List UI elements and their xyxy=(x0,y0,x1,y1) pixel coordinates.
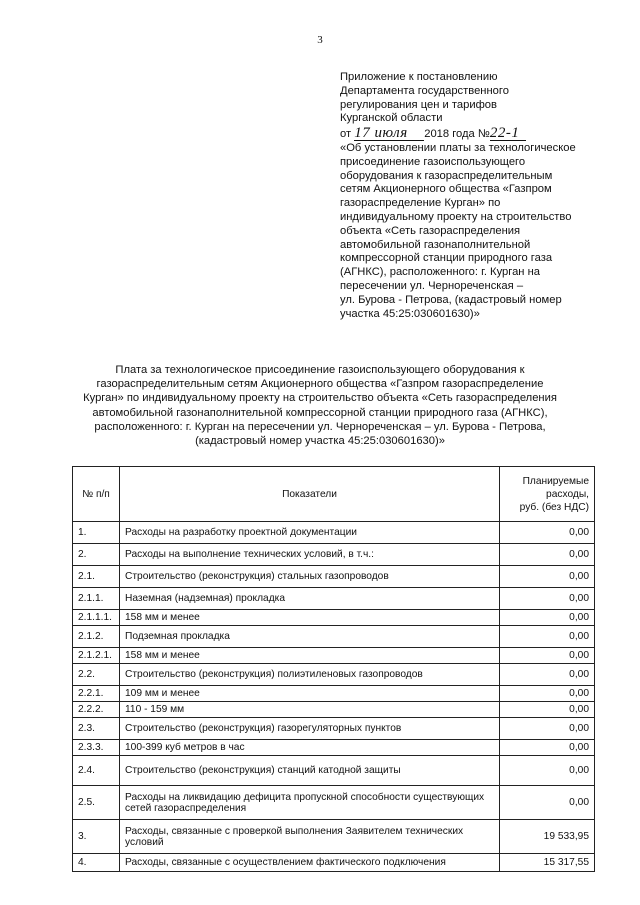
row-value: 0,00 xyxy=(500,588,595,610)
title-line: газораспределительным сетям Акционерного общества «Газпром газораспределение xyxy=(96,378,544,391)
annex-date-line xyxy=(340,126,602,142)
row-number: 4. xyxy=(73,854,120,872)
row-number: 2.5. xyxy=(73,786,120,820)
header-indicator: Показатели xyxy=(120,467,500,522)
row-value: 0,00 xyxy=(500,566,595,588)
annex-subject-line: газораспределение Курган» по xyxy=(340,197,501,210)
date-year: 2018 года № xyxy=(424,128,490,141)
annex-subject-line: пересечении ул. Черноречeнская – xyxy=(340,279,524,292)
row-number: 2.2. xyxy=(73,664,120,686)
header-cost xyxy=(500,467,595,522)
row-value: 0,00 xyxy=(500,702,595,718)
row-indicator: Расходы на разработку проектной документации xyxy=(120,522,500,544)
annex-subject-line: (АГНКС), расположенного: г. Курган на xyxy=(340,266,540,279)
table-row xyxy=(73,648,595,664)
row-number: 2.2.2. xyxy=(73,702,120,718)
annex-line: Курганской области xyxy=(340,112,443,125)
table-row xyxy=(73,756,595,786)
title-line: (кадастровый номер участка 45:25:030601630)» xyxy=(195,435,445,448)
title-line: Плата за технологическое присоединение газоиспользующего оборудования к xyxy=(115,364,525,376)
title-line: автомобильной газонаполнительной компрессорной станции природного газа (АГНКС), xyxy=(92,406,548,419)
annex-subject-line: индивидуальному проекту на строительство xyxy=(340,210,572,223)
annex-subject-line: участка 45:25:030601630)» xyxy=(340,307,480,320)
row-number: 2.1.2.1. xyxy=(73,648,120,664)
handwritten-date: 17 июля xyxy=(354,126,424,141)
row-number: 3. xyxy=(73,820,120,854)
row-value: 0,00 xyxy=(500,786,595,820)
row-number: 2.1. xyxy=(73,566,120,588)
row-number: 2.4. xyxy=(73,756,120,786)
row-indicator: 110 - 159 мм xyxy=(120,702,500,718)
table-row xyxy=(73,820,595,854)
row-value: 0,00 xyxy=(500,756,595,786)
handwritten-number: 22-1 xyxy=(490,126,526,141)
row-value: 0,00 xyxy=(500,740,595,756)
row-indicator: Строительство (реконструкция) полиэтиленовых газопроводов xyxy=(120,664,500,686)
annex-subject-line: автомобильной газонаполнительной xyxy=(340,238,531,251)
document-title xyxy=(28,363,612,448)
row-indicator: 109 мм и менее xyxy=(120,686,500,702)
row-value: 19 533,95 xyxy=(500,820,595,854)
table-row xyxy=(73,718,595,740)
row-value: 0,00 xyxy=(500,664,595,686)
table-row xyxy=(73,854,595,872)
row-number: 2.1.1. xyxy=(73,588,120,610)
table-row xyxy=(73,702,595,718)
row-indicator: Наземная (надземная) прокладка xyxy=(120,588,500,610)
table-row xyxy=(73,664,595,686)
header-num: № п/п xyxy=(73,467,120,522)
row-number: 2.3. xyxy=(73,718,120,740)
header-cost-line: расходы, xyxy=(546,488,589,500)
tariff-table xyxy=(72,466,595,872)
title-line: расположенного: г. Курган на пересечении ул. Черноречeнская – ул. Бурова - Петрова, xyxy=(94,420,546,433)
annex-line: Департамента государственного xyxy=(340,84,509,97)
row-indicator: Строительство (реконструкция) стальных газопроводов xyxy=(120,566,500,588)
table-row xyxy=(73,522,595,544)
annex-subject-line: оборудования к газораспределительным xyxy=(340,169,553,182)
row-value: 0,00 xyxy=(500,610,595,626)
table-row xyxy=(73,544,595,566)
annex-subject-line: компрессорной станции природного газа xyxy=(340,252,553,265)
row-value: 0,00 xyxy=(500,626,595,648)
row-indicator: 158 мм и менее xyxy=(120,610,500,626)
row-number: 1. xyxy=(73,522,120,544)
row-number: 2.2.1. xyxy=(73,686,120,702)
row-number: 2.1.2. xyxy=(73,626,120,648)
row-value: 0,00 xyxy=(500,648,595,664)
header-cost-line: руб. (без НДС) xyxy=(519,501,589,513)
annex-subject-line: сетям Акционерного общества «Газпром xyxy=(340,183,552,196)
row-indicator: 100-399 куб метров в час xyxy=(120,740,500,756)
table-row xyxy=(73,786,595,820)
row-value: 0,00 xyxy=(500,718,595,740)
table-row xyxy=(73,626,595,648)
annex-line: Приложение к постановлению xyxy=(340,71,498,83)
header-cost-line: Планируемые xyxy=(522,475,589,487)
row-value: 0,00 xyxy=(500,544,595,566)
row-value: 15 317,55 xyxy=(500,854,595,872)
row-number: 2.1.1.1. xyxy=(73,610,120,626)
row-indicator: Расходы, связанные с осуществлением фактического подключения xyxy=(120,854,500,872)
row-indicator: Расходы на выполнение технических условий, в т.ч.: xyxy=(120,544,500,566)
table-row xyxy=(73,566,595,588)
row-indicator: Подземная прокладка xyxy=(120,626,500,648)
title-line: Курган» по индивидуальному проекту на строительство объекта «Сеть газораспределения xyxy=(83,392,557,405)
annex-subject-line: присоединение газоиспользующего xyxy=(340,155,526,168)
table-row xyxy=(73,740,595,756)
table-row xyxy=(73,588,595,610)
table-header-row xyxy=(73,467,595,522)
date-prefix: от xyxy=(340,128,352,141)
row-indicator: 158 мм и менее xyxy=(120,648,500,664)
page-number: 3 xyxy=(317,34,323,46)
row-indicator: Расходы на ликвидацию дефицита пропускной способности существующих сетей газораспределения xyxy=(120,786,500,820)
row-indicator: Расходы, связанные с проверкой выполнения Заявителем технических условий xyxy=(120,820,500,854)
annex-subject-line: «Об установлении платы за технологическое xyxy=(340,141,576,154)
row-value: 0,00 xyxy=(500,686,595,702)
row-number: 2. xyxy=(73,544,120,566)
table-row xyxy=(73,610,595,626)
row-indicator: Строительство (реконструкция) станций катодной защиты xyxy=(120,756,500,786)
annex-subject-line: ул. Бурова - Петрова, (кадастровый номер xyxy=(340,293,562,306)
annex-subject-line: объекта «Сеть газораспределения xyxy=(340,224,521,237)
table-row xyxy=(73,686,595,702)
annex-block xyxy=(340,71,602,321)
row-indicator: Строительство (реконструкция) газорегуляторных пунктов xyxy=(120,718,500,740)
row-value: 0,00 xyxy=(500,522,595,544)
annex-line: регулирования цен и тарифов xyxy=(340,98,497,111)
row-number: 2.3.3. xyxy=(73,740,120,756)
